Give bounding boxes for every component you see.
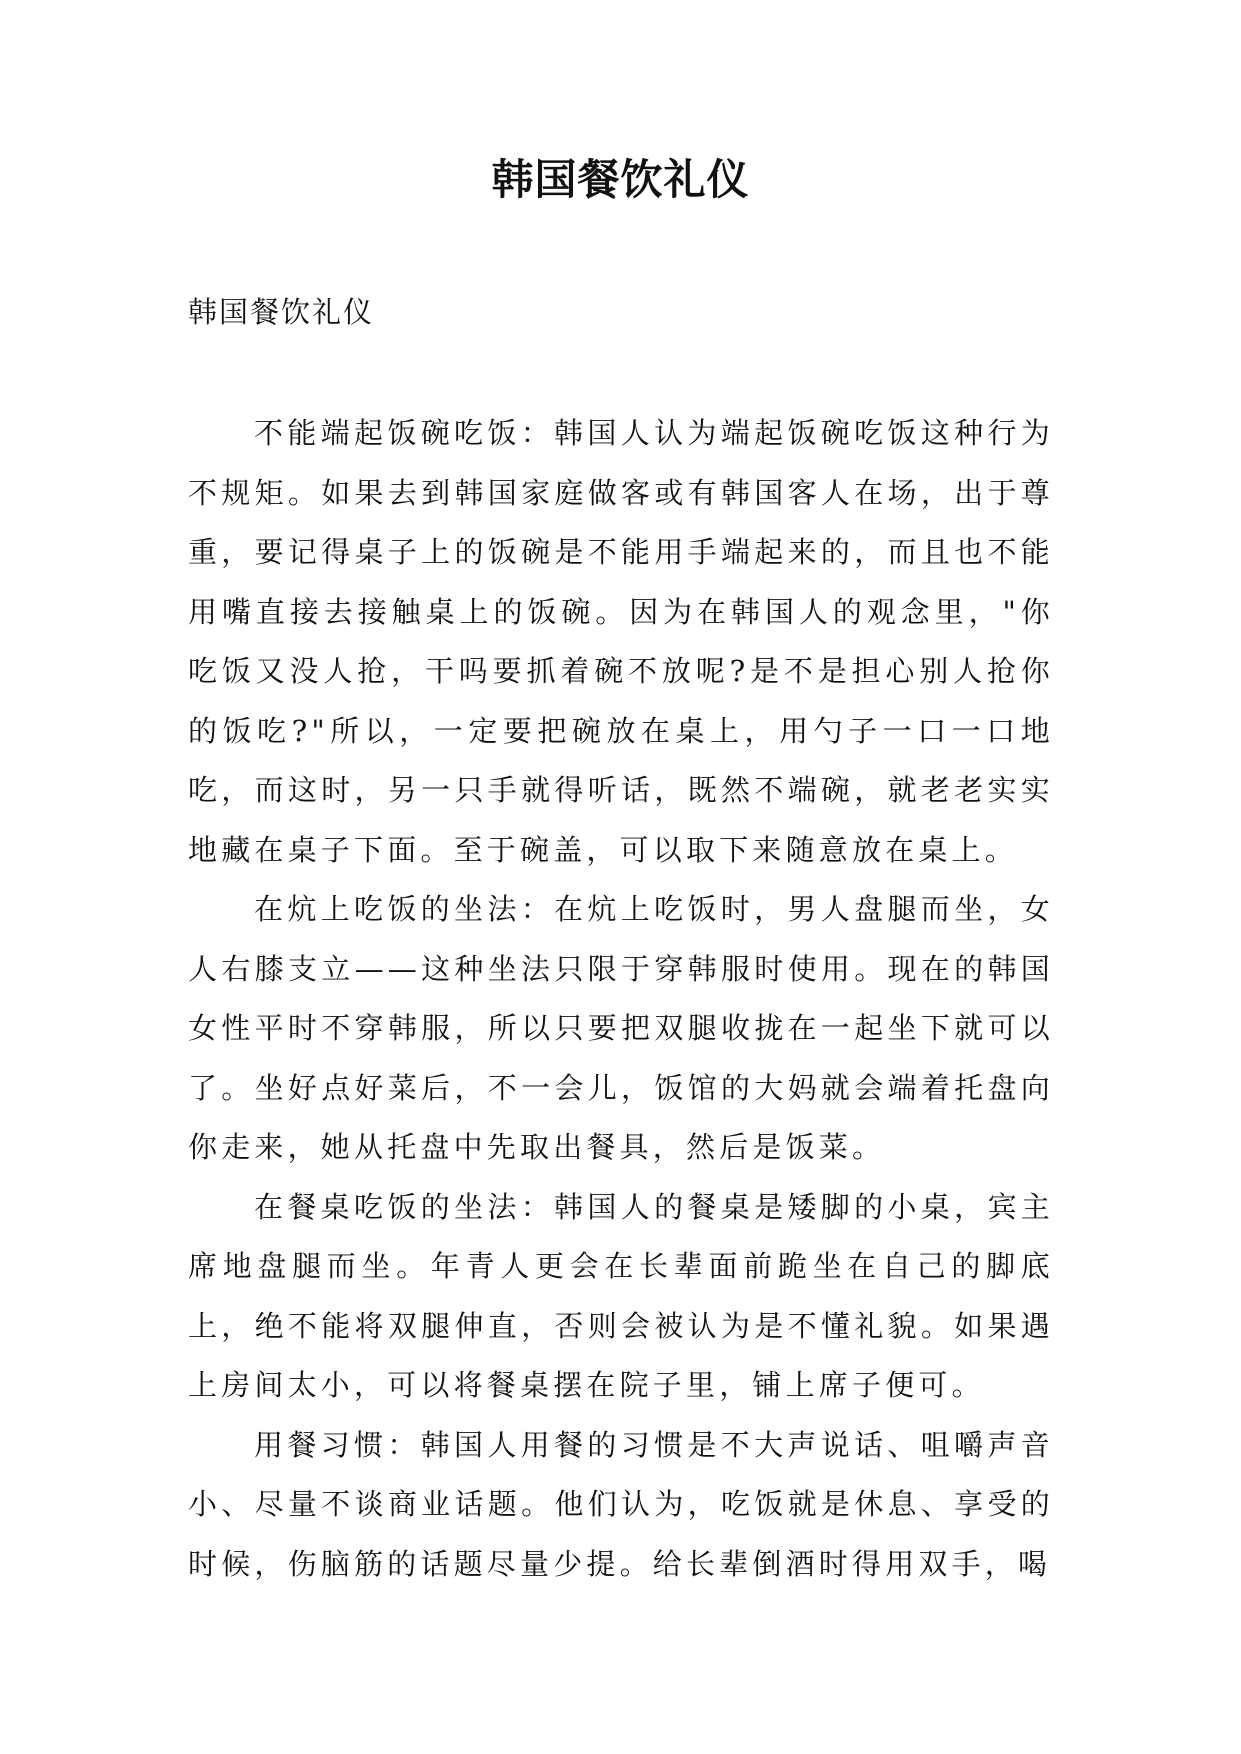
document-title: 韩国餐饮礼仪 <box>491 155 750 204</box>
paragraph-rice-bowl: 不能端起饭碗吃饭：韩国人认为端起饭碗吃饭这种行为不规矩。如果去到韩国家庭做客或有韩国客人在场，出于尊重，要记得桌子上的饭碗是不能用手端起来的，而且也不能用嘴直接去接触桌上的饭碗。因为在韩国人的观念里，"你吃饭又没人抢，干吗要抓着碗不放呢?是不是担心别人抢你的饭吃?"所以，一定要把碗放在桌上，用勺子一口一口地吃，而这时，另一只手就得听话，既然不端碗，就老老实实地藏在桌子下面。至于碗盖，可以取下来随意放在桌上。 <box>188 416 1054 867</box>
document-subtitle: 韩国餐饮礼仪 <box>188 295 375 329</box>
paragraph-table-sitting: 在餐桌吃饭的坐法：韩国人的餐桌是矮脚的小桌，宾主席地盘腿而坐。年青人更会在长辈面前跪坐在自己的脚底上，绝不能将双腿伸直，否则会被认为是不懂礼貌。如果遇上房间太小，可以将餐桌摆在院子里，铺上席子便可。 <box>188 1189 1054 1402</box>
paragraph-kang-sitting: 在炕上吃饭的坐法：在炕上吃饭时，男人盘腿而坐，女人右膝支立——这种坐法只限于穿韩服时使用。现在的韩国女性平时不穿韩服，所以只要把双腿收拢在一起坐下就可以了。坐好点好菜后，不一会儿，饭馆的大妈就会端着托盘向你走来，她从托盘中先取出餐具，然后是饭菜。 <box>188 892 1054 1164</box>
paragraph-dining-habits: 用餐习惯：韩国人用餐的习惯是不大声说话、咀嚼声音小、尽量不谈商业话题。他们认为，吃饭就是休息、享受的时候，伤脑筋的话题尽量少提。给长辈倒酒时得用双手，喝 <box>188 1427 1054 1581</box>
document-body <box>188 404 1054 1594</box>
